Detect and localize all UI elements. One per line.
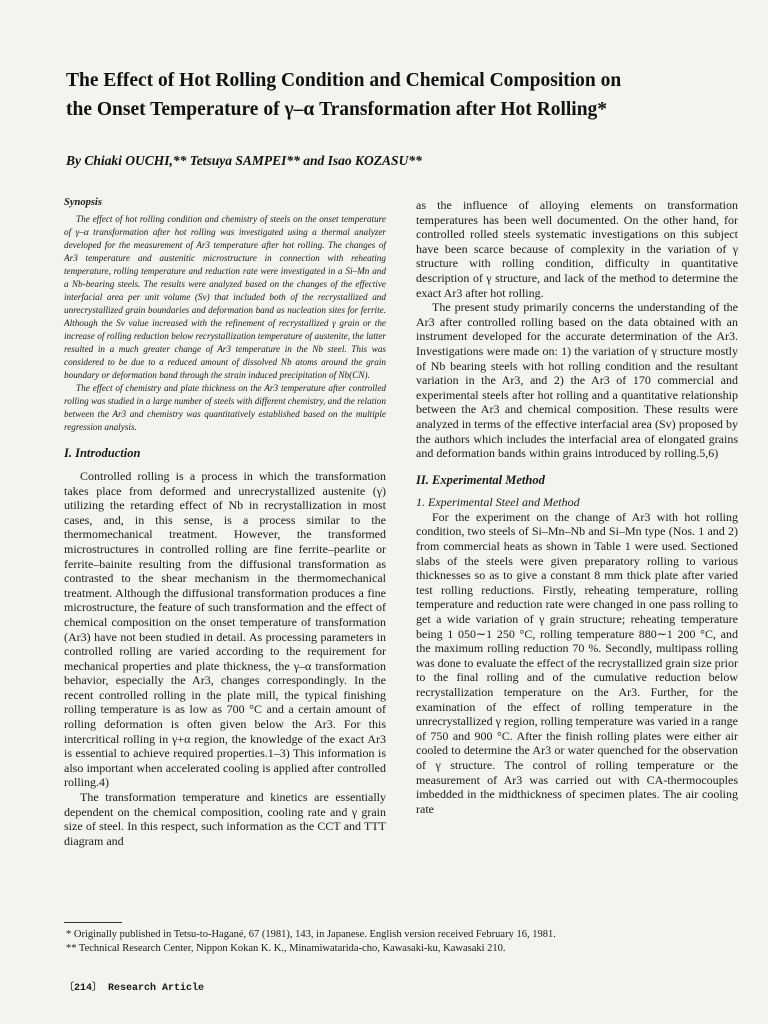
method-body bbox=[416, 510, 738, 816]
synopsis bbox=[64, 213, 386, 435]
experimental-steel-subheading: 1. Experimental Steel and Method bbox=[416, 495, 580, 510]
body-paragraph: Controlled rolling is a process in which the transformation takes place from deformed and unrecrystallized austenite (γ) utilizing the retarding effect of Nb in recrystallization in most cases, and, in this sense, is a process similar to the thermomechanical treatment. However, the transformed microstructures in controlled rolling are fine ferrite–pearlite or ferrite–bainite resulting from the diffusional transformation as contrasted to the shear mechanism in the thermomechanical treatment. Although the diffusional transformation produces a fine microstructure, the feature of such transformation and the effect of chemical composition on the onset temperature of transformation (Ar3) have not been studied in detail. As processing parameters in controlled rolling are varied according to the requirement for mechanical properties and plate thickness, the γ–α transformation behavior, especially the Ar3, changes correspondingly. In the recent controlled rolling in the plate mill, the typical finishing rolling temperature is as low as 700 °C and a certain amount of rolling deformation is often given below the Ar3. For this intercritical rolling in γ+α region, the knowledge of the exact Ar3 is essential to achieve required properties.1–3) This information is also important when accelerated cooling is applied after controlled rolling.4) bbox=[64, 468, 386, 790]
synopsis-heading: Synopsis bbox=[64, 197, 102, 208]
footnote-publication: * Originally published in Tetsu-to-Hagané, 67 (1981), 143, in Japanese. English version received February 16, 1981. bbox=[66, 929, 556, 940]
footnote-divider bbox=[64, 922, 122, 923]
left-column bbox=[64, 196, 386, 848]
right-column bbox=[416, 198, 738, 816]
body-paragraph: For the experiment on the change of Ar3 with hot rolling condition, two steels of Si–Mn–Nb and Si–Mn type (Nos. 1 and 2) from commercial heats as shown in Table 1 were used. Sectioned slabs of the steels were given preparatory rolling to various thicknesses so as to give a constant 8 mm thick plate after varied test rolling reductions. Firstly, reheating temperature, rolling temperature and reduction rate were changed in one pass rolling to get a wide variation of γ grain structure; reheating temperature being 1 050∼1 250 °C, rolling temperature 880∼1 200 °C, and the maximum rolling reduction 70 %. Secondly, multipass rolling was done to evaluate the effect of the recrystallized grain size prior to the final rolling and of the cumulative reduction below recrystallization temperature on the Ar3. Further, for the examination of the effect of rolling temperature in the unrecrystallized γ region, rolling temperature was varied in a range of 750 and 900 °C. After the finish rolling plates were either air cooled to determine the Ar3 or water quenched for the observation of γ structure. The control of rolling temperature or the measurement of Ar3 was carried out with CA-thermocouples imbedded in the midthickness of specimen plates. The air cooling rate bbox=[416, 509, 738, 816]
footnotes bbox=[66, 928, 736, 956]
introduction-continued bbox=[416, 198, 738, 461]
footnote-affiliation: ** Technical Research Center, Nippon Kokan K. K., Minamiwatarida-cho, Kawasaki-ku, Kawasaki 210. bbox=[66, 943, 506, 954]
introduction-body bbox=[64, 469, 386, 848]
synopsis-paragraph: The effect of chemistry and plate thickness on the Ar3 temperature after controlled rolling was studied in a large number of steels with different chemistry, and the relation between the Ar3 and chemistry was quantitatively established based on the multiple regression analysis. bbox=[64, 383, 386, 433]
body-paragraph: The present study primarily concerns the understanding of the Ar3 after controlled rolling based on the data obtained with an instrument developed for the accurate determination of the Ar3. Investigations were made on: 1) the variation of γ structure mostly of Nb bearing steels with hot rolling condition and the resultant variation in the Ar3, and 2) the Ar3 of 170 commercial and experimental steels after hot rolling and a quantitative relationship between the Ar3 and chemical composition. These results were analyzed in terms of the effective interfacial area (Sv) proposed by the authors which includes the interfacial area of elongated grains and deformation bands within grains introduced by rolling.5,6) bbox=[416, 300, 738, 461]
author-line: By Chiaki OUCHI,** Tetsuya SAMPEI** and Isao KOZASU** bbox=[66, 153, 422, 168]
paper-title bbox=[66, 66, 716, 124]
experimental-method-heading: II. Experimental Method bbox=[416, 472, 545, 487]
introduction-heading: I. Introduction bbox=[64, 446, 141, 461]
body-paragraph: as the influence of alloying elements on transformation temperatures has been well documented. On the other hand, for controlled rolled steels systematic investigations on this subject have been scarce because of complexity in the variation of γ structure with rolling condition, difficulty in quantitative description of γ structure, and lack of the method to determine the exact Ar3 after hot rolling. bbox=[416, 198, 738, 300]
title-line-2: the Onset Temperature of γ–α Transformation after Hot Rolling* bbox=[66, 99, 608, 120]
synopsis-paragraph: The effect of hot rolling condition and chemistry of steels on the onset temperature of γ–α transformation after hot rolling was investigated using a thermal analyzer developed for the measurement of Ar3 temperature after hot rolling. The changes of Ar3 temperature and austenitic microstructure in connection with reheating temperature, rolling temperature and reduction rate were investigated in a Si–Mn and a Nb-bearing steels. The results were analyzed based on the changes of the effective interfacial area per unit volume (Sv) that included both of the recrystallized and unrecrystallized grain boundaries and deformation band as nucleation sites for ferrite. Although the Sv value increased with the refinement of recrystallized γ grain or the increase of rolling reduction below recrystallization temperature of austenite, the latter resulted in a much greater change of Ar3 temperature in the Nb steel. This was considered to be due to a reduced amount of dissolved Nb atoms around the grain boundary or deformation band through the strain induced precipitation of Nb(CN). bbox=[64, 213, 386, 381]
title-line-1: The Effect of Hot Rolling Condition and Chemical Composition on bbox=[66, 70, 622, 91]
page-footer: 〔214〕 Research Article bbox=[64, 983, 205, 994]
body-paragraph: The transformation temperature and kinetics are essentially dependent on the chemical composition, cooling rate and γ grain size of steel. In this respect, such information as the CCT and TTT diagram and bbox=[64, 790, 386, 848]
